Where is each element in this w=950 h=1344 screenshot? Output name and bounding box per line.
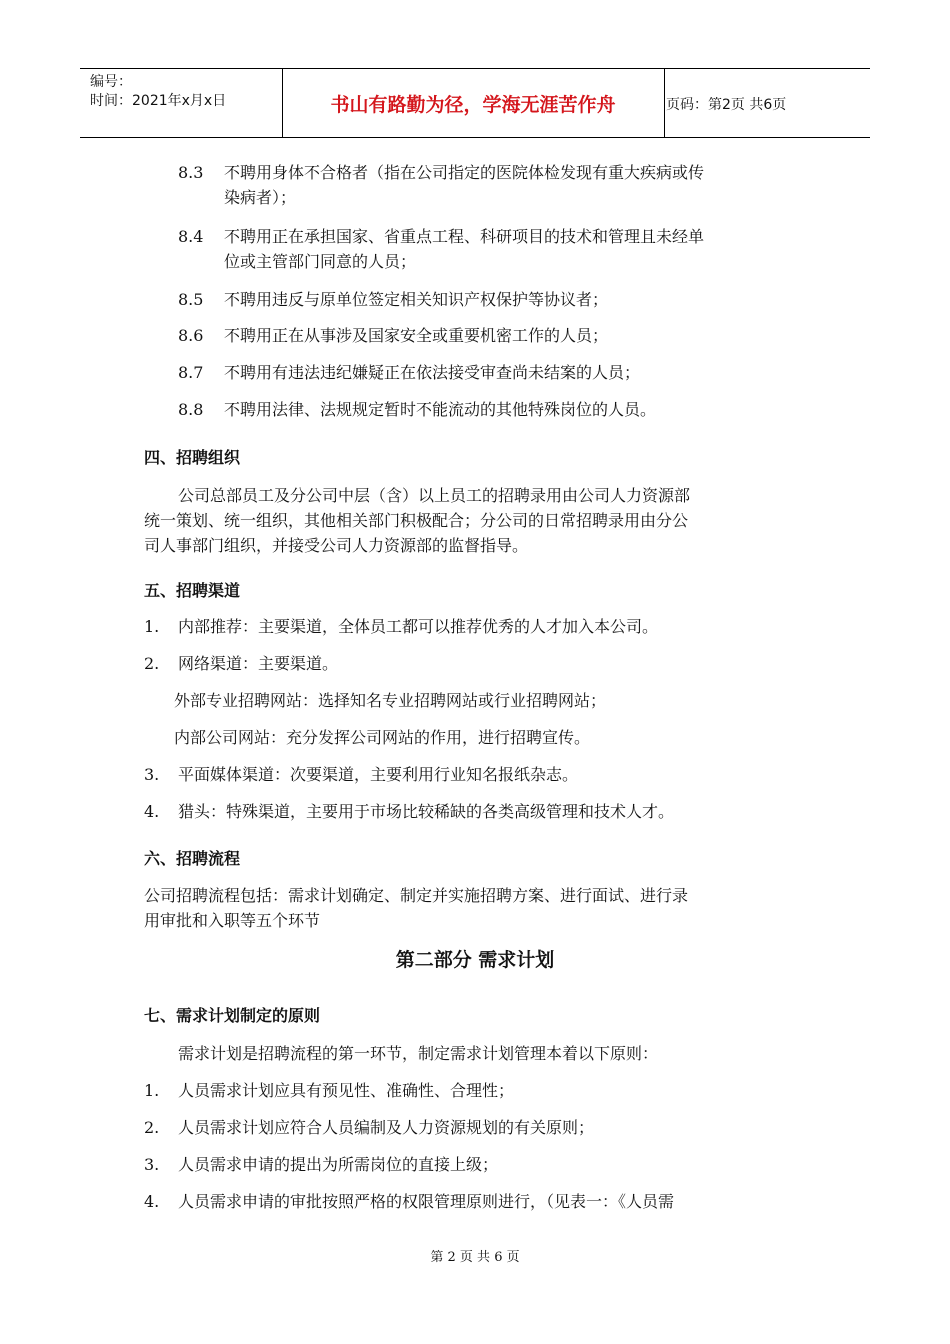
page-footer: 第 2 页 共 6 页 [430,1250,520,1265]
list-item: 8.4 不聘用正在承担国家、省重点工程、科研项目的技术和管理且未经单 [178,227,705,246]
list-item: 8.8 不聘用法律、法规规定暂时不能流动的其他特殊岗位的人员。 [178,400,657,419]
paragraph-line: 用审批和入职等五个环节 [144,911,321,930]
list-item: 4. 人员需求申请的审批按照严格的权限管理原则进行，（见表一：《人员需 [144,1192,675,1211]
date-label: 时间：2021年x月x日 [90,93,227,109]
list-item: 2. 人员需求计划应符合人员编制及人力资源规划的有关原则； [144,1118,595,1137]
list-item-cont: 染病者）； [224,188,297,207]
header-page-label: 页码：第2页 共6页 [666,97,787,113]
paragraph-line: 公司招聘流程包括：需求计划确定、制定并实施招聘方案、进行面试、进行录 [144,886,689,905]
section-heading: 四、招聘组织 [144,448,241,467]
list-item: 3. 人员需求申请的提出为所需岗位的直接上级； [144,1155,499,1174]
paragraph-line: 司人事部门组织，并接受公司人力资源部的监督指导。 [144,536,529,555]
list-item: 1. 人员需求计划应具有预见性、准确性、合理性； [144,1081,515,1100]
page-header [80,68,870,138]
paragraph-line: 统一策划、统一组织，其他相关部门积极配合；分公司的日常招聘录用由分公 [144,511,689,530]
section-heading: 五、招聘渠道 [144,581,241,600]
section-heading: 七、需求计划制定的原则 [144,1006,321,1025]
list-sub-item: 外部专业招聘网站：选择知名专业招聘网站或行业招聘网站； [174,691,607,710]
list-item: 1. 内部推荐：主要渠道，全体员工都可以推荐优秀的人才加入本公司。 [144,617,659,636]
list-item: 4. 猎头：特殊渠道，主要用于市场比较稀缺的各类高级管理和技术人才。 [144,802,675,821]
list-item: 8.3 不聘用身体不合格者（指在公司指定的医院体检发现有重大疾病或传 [178,163,705,182]
list-item: 8.6 不聘用正在从事涉及国家安全或重要机密工作的人员； [178,326,609,345]
header-meta [90,73,226,111]
header-divider [664,69,665,137]
list-item: 2. 网络渠道：主要渠道。 [144,654,339,673]
code-label: 编号： [90,74,132,90]
list-item: 3. 平面媒体渠道：次要渠道，主要利用行业知名报纸杂志。 [144,765,579,784]
section-heading: 六、招聘流程 [144,849,241,868]
list-sub-item: 内部公司网站：充分发挥公司网站的作用，进行招聘宣传。 [174,728,591,747]
list-item: 8.5 不聘用违反与原单位签定相关知识产权保护等协议者； [178,290,609,309]
list-item-cont: 位或主管部门同意的人员； [224,252,417,271]
part-title: 第二部分 需求计划 [395,949,555,971]
paragraph-line: 公司总部员工及分公司中层（含）以上员工的招聘录用由公司人力资源部 [178,486,691,505]
paragraph-line: 需求计划是招聘流程的第一环节，制定需求计划管理本着以下原则： [178,1044,659,1063]
header-motto: 书山有路勤为径，学海无涯苦作舟 [330,94,616,116]
list-item: 8.7 不聘用有违法违纪嫌疑正在依法接受审查尚未结案的人员； [178,363,641,382]
